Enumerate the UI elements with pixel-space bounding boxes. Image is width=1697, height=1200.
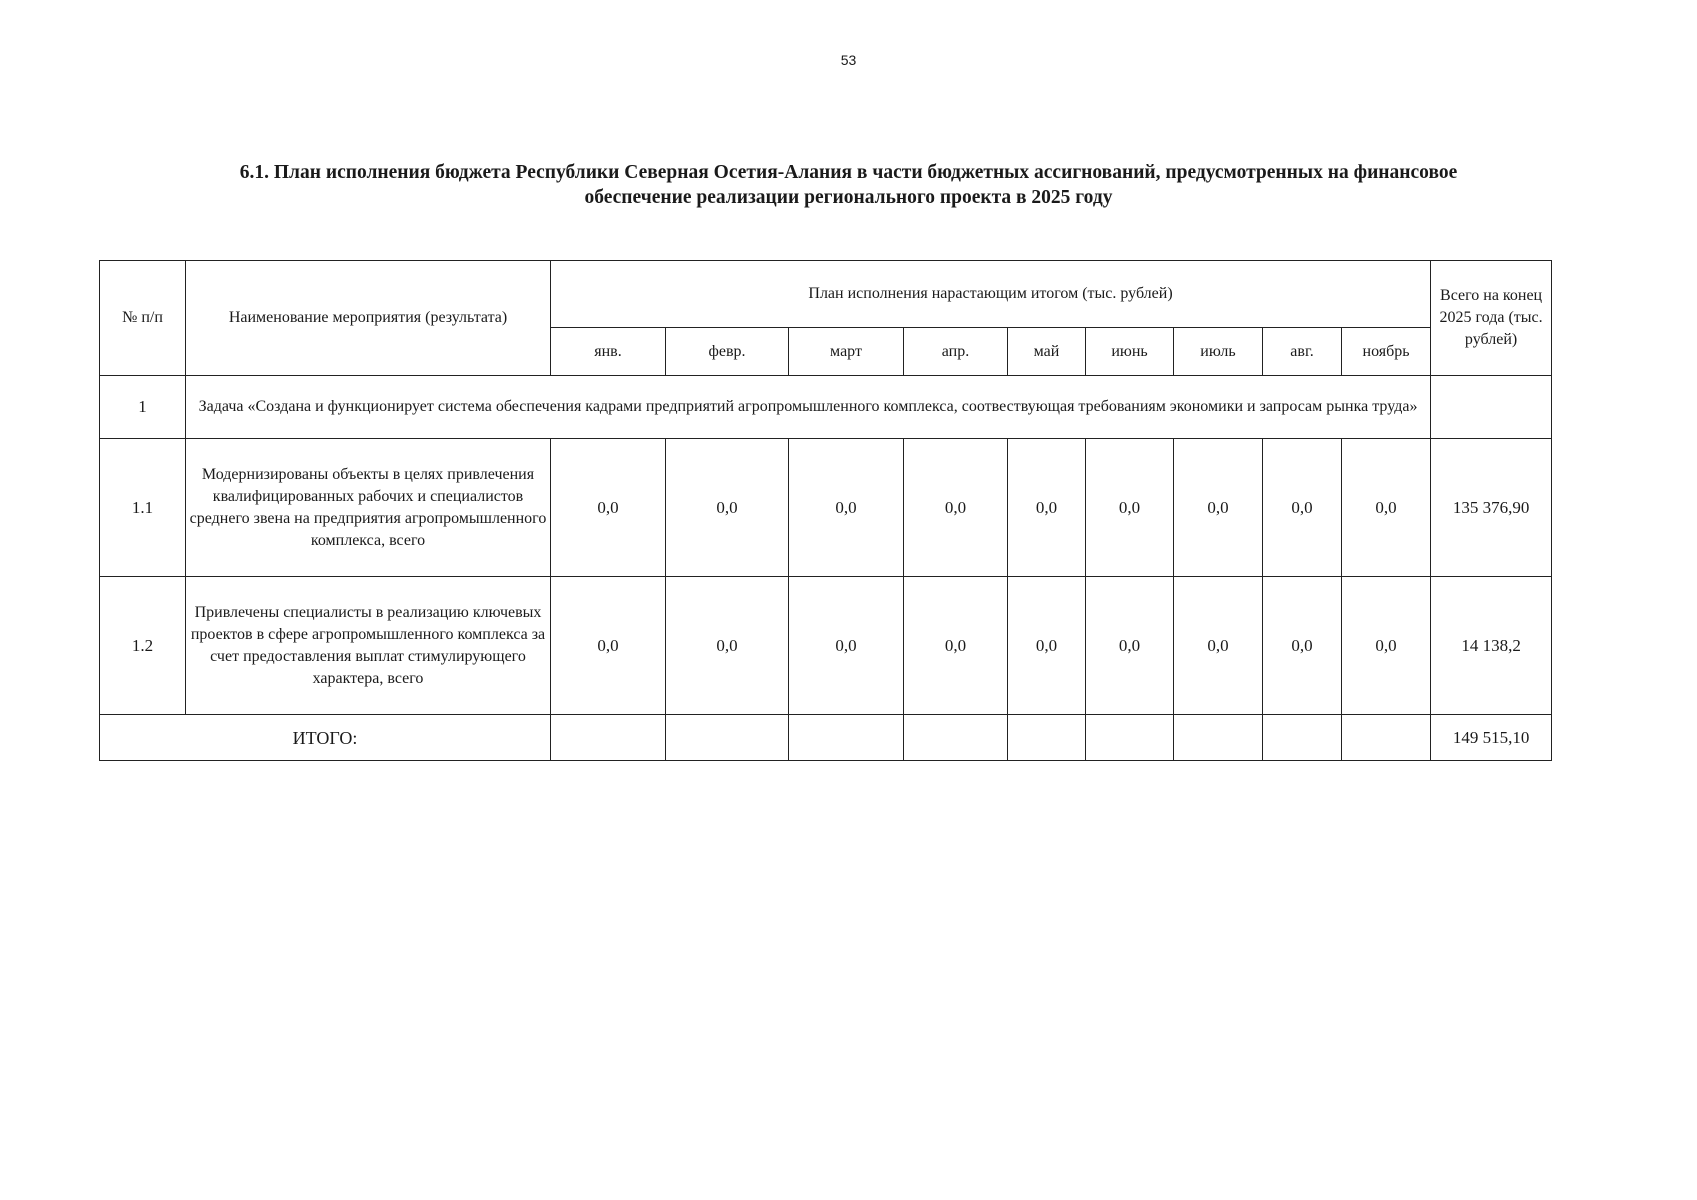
grand-total-row — [100, 715, 1552, 761]
page-number: 53 — [840, 52, 857, 68]
month-header: июнь — [1086, 328, 1174, 376]
header-row — [100, 261, 1552, 328]
grand-total-label: ИТОГО: — [100, 715, 551, 761]
row-num: 1.2 — [100, 577, 186, 715]
row-value: 0,0 — [1263, 577, 1342, 715]
row-name: Привлечены специалисты в реализацию ключевых проектов в сфере агропромышленного комплекса за счет предоставления выплат стимулирующего характера, всего — [186, 577, 551, 715]
row-value: 0,0 — [1342, 439, 1431, 577]
task-text: Задача «Создана и функционирует система обеспечения кадрами предприятий агропромышленного комплекса, соотвествующая требованиям экономики и запросам рынка труда» — [186, 376, 1431, 439]
row-value: 0,0 — [904, 439, 1008, 577]
month-header: март — [789, 328, 904, 376]
month-header: май — [1008, 328, 1086, 376]
task-row — [100, 376, 1552, 439]
row-name: Модернизированы объекты в целях привлечения квалифицированных рабочих и специалистов среднего звена на предприятия агропромышленного комплекса, всего — [186, 439, 551, 577]
month-header: авг. — [1263, 328, 1342, 376]
month-header: ноябрь — [1342, 328, 1431, 376]
row-value: 0,0 — [1174, 577, 1263, 715]
document-title — [0, 160, 1697, 210]
empty-cell — [789, 715, 904, 761]
row-value: 0,0 — [666, 577, 789, 715]
month-header: февр. — [666, 328, 789, 376]
header-plan: План исполнения нарастающим итогом (тыс. рублей) — [551, 261, 1431, 328]
row-value: 0,0 — [1008, 439, 1086, 577]
row-value: 0,0 — [1086, 577, 1174, 715]
empty-cell — [1086, 715, 1174, 761]
title-line-2: обеспечение реализации регионального проекта в 2025 году — [584, 187, 1113, 208]
row-total: 135 376,90 — [1431, 439, 1552, 577]
row-value: 0,0 — [1263, 439, 1342, 577]
title-line-1: 6.1. План исполнения бюджета Республики Северная Осетия-Алания в части бюджетных ассигнований, предусмотренных на финансовое — [239, 162, 1458, 183]
row-value: 0,0 — [551, 439, 666, 577]
task-total-empty — [1431, 376, 1552, 439]
month-header: апр. — [904, 328, 1008, 376]
table-row — [100, 439, 1552, 577]
row-value: 0,0 — [904, 577, 1008, 715]
month-header: янв. — [551, 328, 666, 376]
empty-cell — [904, 715, 1008, 761]
row-total: 14 138,2 — [1431, 577, 1552, 715]
row-value: 0,0 — [666, 439, 789, 577]
empty-cell — [1174, 715, 1263, 761]
row-value: 0,0 — [1342, 577, 1431, 715]
row-value: 0,0 — [1086, 439, 1174, 577]
empty-cell — [1342, 715, 1431, 761]
header-total: Всего на конец 2025 года (тыс. рублей) — [1431, 261, 1552, 376]
empty-cell — [551, 715, 666, 761]
header-num: № п/п — [100, 261, 186, 376]
row-value: 0,0 — [1174, 439, 1263, 577]
month-header: июль — [1174, 328, 1263, 376]
row-value: 0,0 — [789, 577, 904, 715]
empty-cell — [1263, 715, 1342, 761]
empty-cell — [1008, 715, 1086, 761]
budget-plan-table — [99, 260, 1552, 761]
empty-cell — [666, 715, 789, 761]
row-value: 0,0 — [789, 439, 904, 577]
table-row — [100, 577, 1552, 715]
row-value: 0,0 — [1008, 577, 1086, 715]
task-num: 1 — [100, 376, 186, 439]
row-num: 1.1 — [100, 439, 186, 577]
row-value: 0,0 — [551, 577, 666, 715]
header-name: Наименование мероприятия (результата) — [186, 261, 551, 376]
grand-total-value: 149 515,10 — [1431, 715, 1552, 761]
